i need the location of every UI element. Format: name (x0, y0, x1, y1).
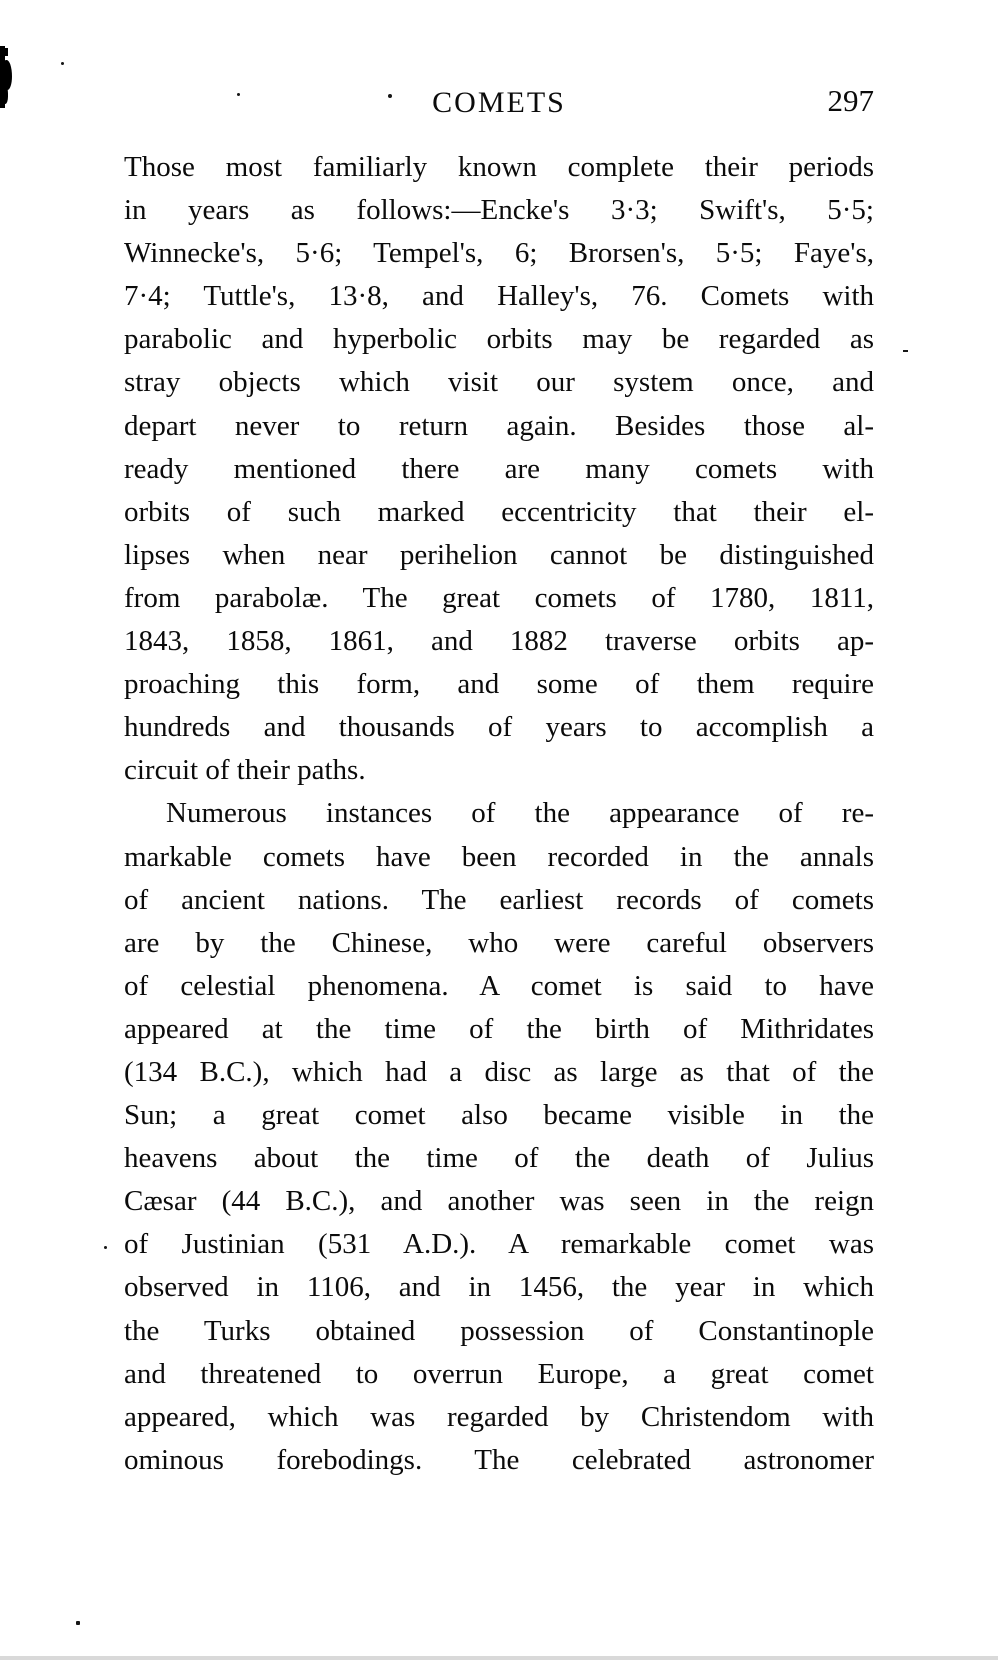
text-line: 1843, 1858, 1861, and 1882 traverse orbits ap- (124, 625, 874, 658)
text-line: ominous forebodings. The celebrated astronomer (124, 1443, 874, 1476)
text-line: of ancient nations. The earliest records of comets (124, 883, 874, 916)
text-line: and threatened to overrun Europe, a great comet (124, 1357, 874, 1390)
text-line: proaching this form, and some of them require (124, 668, 874, 701)
text-line: appeared, which was regarded by Christendom with (124, 1400, 874, 1433)
text-line: appeared at the time of the birth of Mithridates (124, 1012, 874, 1045)
text-line: circuit of their paths. (124, 754, 366, 787)
text-line: in years as follows:—Encke's 3·3; Swift's, 5·5; (124, 194, 874, 227)
text-line: from parabolæ. The great comets of 1780, 1811, (124, 581, 874, 614)
text-line: Sun; a great comet also became visible in the (124, 1099, 874, 1132)
text-line: Numerous instances of the appearance of re- (166, 797, 874, 830)
scan-speck (237, 93, 240, 96)
text-line: observed in 1106, and in 1456, the year in which (124, 1271, 874, 1304)
text-line: parabolic and hyperbolic orbits may be regarded as (124, 323, 874, 356)
page-number: 297 (827, 83, 874, 118)
text-line: markable comets have been recorded in the annals (124, 840, 874, 873)
text-line: Winnecke's, 5·6; Tempel's, 6; Brorsen's, 5·5; Faye's, (124, 237, 874, 270)
paragraph (124, 146, 874, 792)
running-head (124, 83, 874, 120)
page-title: COMETS (432, 86, 566, 119)
text-line: Those most familiarly known complete their periods (124, 151, 874, 183)
text-line: hundreds and thousands of years to accomplish a (124, 711, 874, 744)
scan-speck (76, 1621, 80, 1625)
paragraph (124, 792, 874, 1482)
text-line: the Turks obtained possession of Constantinople (124, 1314, 874, 1347)
text-line: 7·4; Tuttle's, 13·8, and Halley's, 76. Comets with (124, 280, 874, 313)
ink-blot-artifact (0, 46, 16, 112)
scan-speck (104, 1246, 107, 1249)
text-line: depart never to return again. Besides those al- (124, 409, 874, 442)
text-line: ready mentioned there are many comets with (124, 452, 874, 485)
text-line: stray objects which visit our system once, and (124, 366, 874, 399)
text-line: heavens about the time of the death of Julius (124, 1142, 874, 1175)
scan-speck (388, 94, 392, 98)
scan-speck (903, 350, 908, 352)
text-line: of celestial phenomena. A comet is said to have (124, 969, 874, 1002)
text-line: are by the Chinese, who were careful observers (124, 926, 874, 959)
text-line: (134 B.C.), which had a disc as large as that of the (124, 1055, 874, 1088)
text-line: orbits of such marked eccentricity that their el- (124, 495, 874, 528)
body-text (124, 146, 874, 1482)
scan-edge-shadow (0, 1656, 998, 1660)
scan-speck (61, 62, 64, 65)
text-line: lipses when near perihelion cannot be distinguished (124, 538, 874, 571)
text-line: of Justinian (531 A.D.). A remarkable comet was (124, 1228, 874, 1261)
text-line: Cæsar (44 B.C.), and another was seen in the reign (124, 1185, 874, 1218)
